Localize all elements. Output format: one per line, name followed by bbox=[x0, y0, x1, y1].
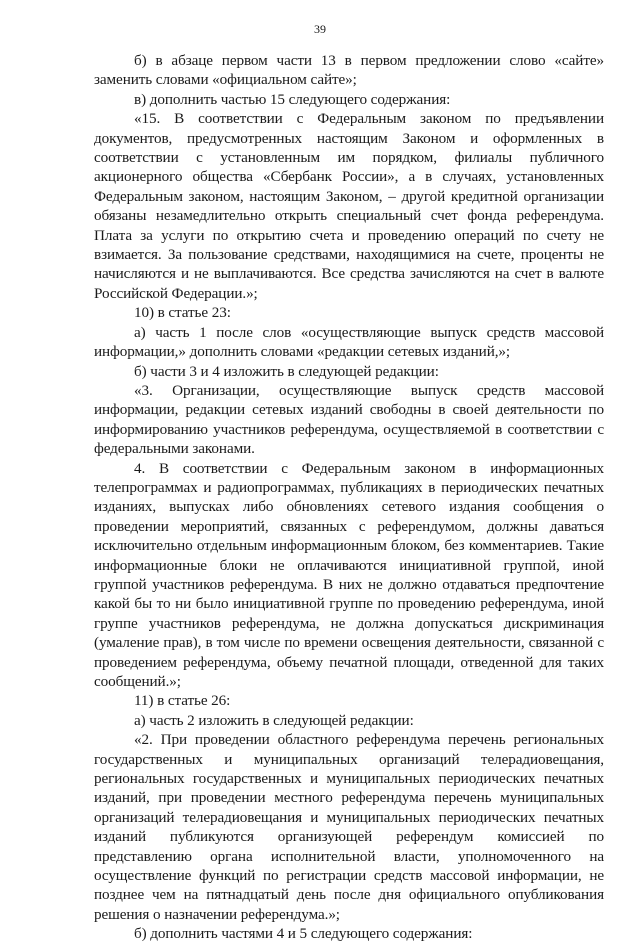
paragraph-3: «15. В соответствии с Федеральным законом по предъявлении документов, предусмотренных настоящим Законом и оформленных в соответствии с установленным им порядком, филиалы публичного акционерного общества «Сбербанк России», а в случаях, установленных Федеральным законом, настоящим Законом, – другой кредитной организации обязаны незамедлительно открыть специальный счет фонда референдума. Плата за услуги по открытию счета и проведению операций по счету не взимается. За пользование средствами, находящимися на счете, проценты не начисляются и не выплачиваются. Все средства зачисляются на счет в валюте Российской Федерации.»; bbox=[94, 110, 604, 302]
paragraph-8: 4. В соответствии с Федеральным законом в информационных телепрограммах и радиопрограммах, публикациях в периодических печатных изданиях, выпусках либо обновлениях сетевого издания сообщения о проведении мероприятий, связанных с референдумом, должны даваться исключительно отдельным информационным блоком, без комментариев. Такие информационные блоки не оплачиваются инициативной группой, иной группой участников референдума. В них не должно отдаваться предпочтение какой бы то ни было инициативной группе по проведению референдума, иной группе участников референдума, не должна допускаться дискриминация (умаление прав), в том числе по времени освещения деятельности, связанной с проведением референдума, объему печатной площади, отведенной для таких сообщений.»; bbox=[94, 459, 604, 690]
paragraph-10: а) часть 2 изложить в следующей редакции: bbox=[134, 711, 414, 729]
paragraph-1: б) в абзаце первом части 13 в первом предложении слово «сайте» заменить словами «официальном сайте»; bbox=[94, 52, 604, 89]
paragraph-7: «3. Организации, осуществляющие выпуск средств массовой информации, редакции сетевых изданий свободны в своей деятельности по информированию участников референдума, осуществляемой в соответствии с федеральными законами. bbox=[94, 381, 604, 458]
paragraph-4: 10) в статье 23: bbox=[134, 304, 231, 322]
paragraph-11: «2. При проведении областного референдума перечень региональных государственных и муниципальных организаций телерадиовещания, региональных государственных и муниципальных периодических печатных изданий, при проведении местного референдума перечень муниципальных организаций телерадиовещания и муниципальных периодических печатных изданий публикуются организующей референдум комиссией по представлению органа исполнительной власти, уполномоченного на осуществление функций по регистрации средств массовой информации, не позднее чем на пятнадцатый день после дня официального опубликования решения о назначении референдума.»; bbox=[94, 731, 604, 923]
paragraph-2: в) дополнить частью 15 следующего содержания: bbox=[134, 90, 451, 108]
document-body bbox=[94, 51, 604, 944]
page-number: 39 bbox=[314, 22, 326, 36]
paragraph-6: б) части 3 и 4 изложить в следующей редакции: bbox=[134, 362, 439, 380]
paragraph-12: б) дополнить частями 4 и 5 следующего содержания: bbox=[134, 925, 473, 943]
paragraph-9: 11) в статье 26: bbox=[134, 692, 231, 710]
paragraph-5: а) часть 1 после слов «осуществляющие выпуск средств массовой информации,» дополнить словами «редакции сетевых изданий,»; bbox=[94, 323, 604, 361]
